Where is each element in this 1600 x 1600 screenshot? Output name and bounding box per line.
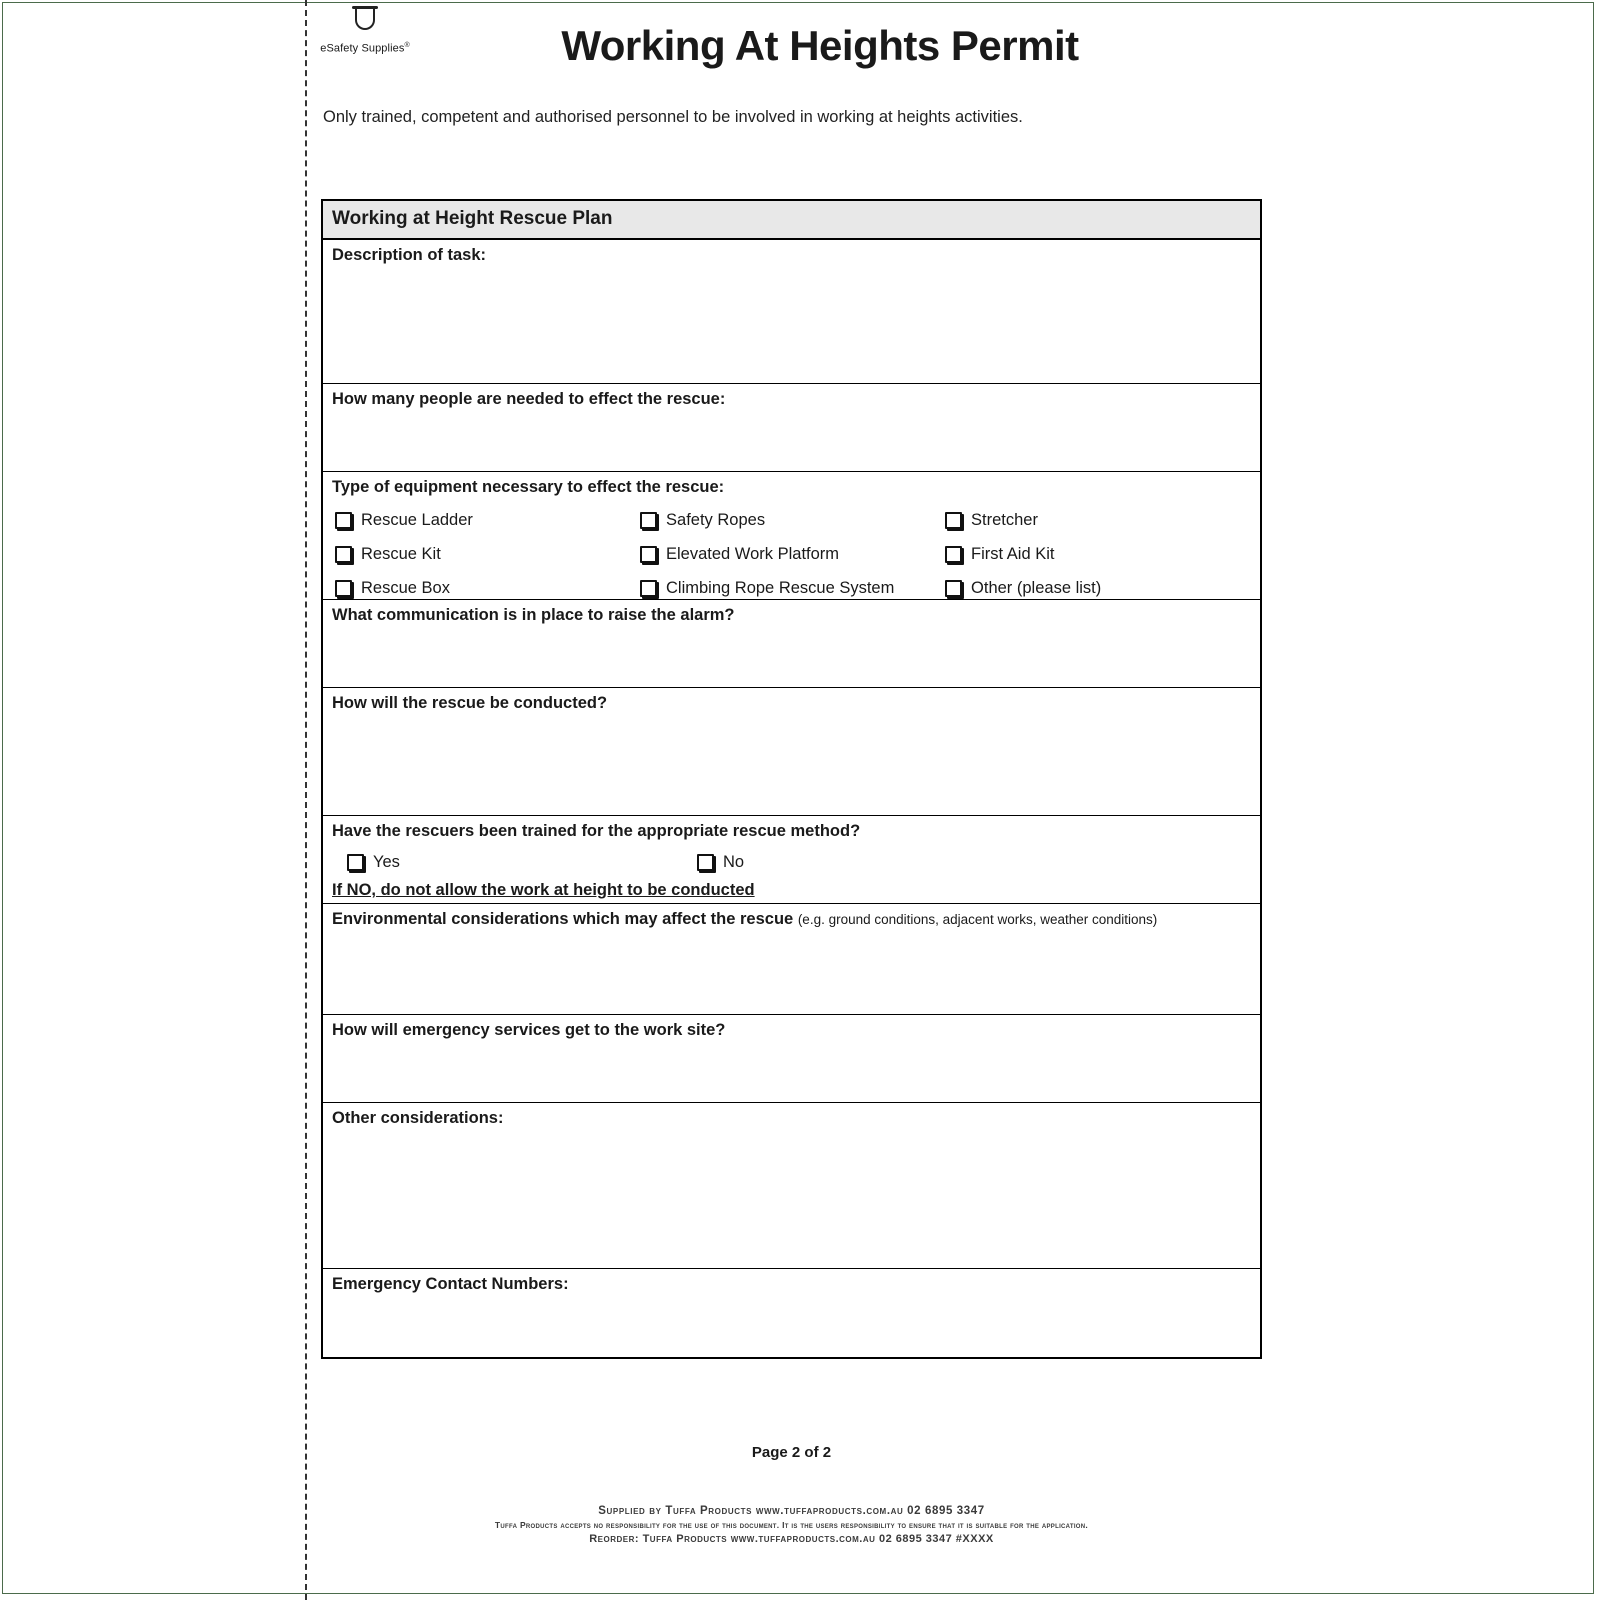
field-communication[interactable] bbox=[323, 600, 1260, 688]
rescue-plan-form bbox=[321, 199, 1262, 1359]
checkbox-icon[interactable] bbox=[335, 580, 352, 597]
checkbox-icon[interactable] bbox=[697, 854, 714, 871]
field-label bbox=[323, 904, 1260, 929]
checkbox-rescue-kit[interactable] bbox=[335, 537, 640, 571]
equipment-checkbox-grid bbox=[323, 497, 1260, 605]
checkbox-icon[interactable] bbox=[640, 546, 657, 563]
checkbox-label: Rescue Box bbox=[361, 578, 450, 597]
checkbox-label: Climbing Rope Rescue System bbox=[666, 578, 895, 597]
checkbox-icon[interactable] bbox=[640, 512, 657, 529]
field-label-sub: (e.g. ground conditions, adjacent works, weather conditions) bbox=[797, 912, 1158, 927]
checkbox-stretcher[interactable] bbox=[945, 503, 1250, 537]
field-equipment bbox=[323, 472, 1260, 600]
field-emergency-services-access[interactable] bbox=[323, 1015, 1260, 1103]
checkbox-safety-ropes[interactable] bbox=[640, 503, 945, 537]
field-people-needed[interactable] bbox=[323, 384, 1260, 472]
checkbox-label: First Aid Kit bbox=[971, 544, 1055, 563]
field-label-text: Environmental considerations which may affect the rescue bbox=[332, 910, 794, 928]
field-label: Other considerations: bbox=[332, 1109, 504, 1127]
checkbox-icon[interactable] bbox=[335, 546, 352, 563]
field-label: Have the rescuers been trained for the appropriate rescue method? bbox=[332, 822, 861, 840]
field-label: What communication is in place to raise the alarm? bbox=[332, 606, 735, 624]
checkbox-icon[interactable] bbox=[945, 512, 962, 529]
trained-yes-no-group bbox=[323, 841, 1260, 879]
field-label: Emergency Contact Numbers: bbox=[332, 1275, 569, 1293]
checkbox-trained-no[interactable] bbox=[697, 845, 1047, 879]
checkbox-label: Other (please list) bbox=[971, 578, 1102, 597]
checkbox-icon[interactable] bbox=[335, 512, 352, 529]
field-label: How many people are needed to effect the rescue: bbox=[332, 390, 726, 408]
field-label: How will emergency services get to the work site? bbox=[332, 1021, 726, 1039]
footer-supplier-line: Supplied by Tuffa Products www.tuffaproducts.com.au 02 6895 3347 bbox=[598, 1505, 985, 1517]
field-environmental-considerations[interactable] bbox=[323, 904, 1260, 1015]
intro-text: Only trained, competent and authorised personnel to be involved in working at heights activities. bbox=[323, 108, 1023, 126]
field-label: Description of task: bbox=[332, 246, 487, 264]
page-title: Working At Heights Permit bbox=[561, 22, 1079, 69]
field-label: Type of equipment necessary to effect the rescue: bbox=[332, 478, 725, 496]
checkbox-trained-yes[interactable] bbox=[347, 845, 697, 879]
checkbox-label: Safety Ropes bbox=[666, 510, 766, 529]
footer-reorder-line: Reorder: Tuffa Products www.tuffaproducts.com.au 02 6895 3347 #XXXX bbox=[589, 1533, 994, 1545]
field-label: How will the rescue be conducted? bbox=[332, 694, 608, 712]
field-rescuers-trained bbox=[323, 816, 1260, 904]
document-footer bbox=[321, 1505, 1262, 1545]
checkbox-first-aid-kit[interactable] bbox=[945, 537, 1250, 571]
binding-fold-line bbox=[305, 0, 307, 1600]
checkbox-label: Elevated Work Platform bbox=[666, 544, 840, 563]
checkbox-label: Rescue Kit bbox=[361, 544, 441, 563]
checkbox-icon[interactable] bbox=[347, 854, 364, 871]
checkbox-label: No bbox=[723, 852, 745, 871]
checkbox-label: Yes bbox=[373, 852, 400, 871]
brand-trademark: ® bbox=[404, 42, 410, 49]
trained-warning-note: If NO, do not allow the work at height to be conducted bbox=[332, 881, 755, 899]
field-other-considerations[interactable] bbox=[323, 1103, 1260, 1269]
field-emergency-contact-numbers[interactable] bbox=[323, 1269, 1260, 1357]
checkbox-icon[interactable] bbox=[945, 580, 962, 597]
section-header: Working at Height Rescue Plan bbox=[323, 201, 1260, 240]
brand-name-text: eSafety Supplies bbox=[320, 42, 405, 55]
field-description-of-task[interactable] bbox=[323, 240, 1260, 384]
checkbox-label: Rescue Ladder bbox=[361, 510, 473, 529]
checkbox-icon[interactable] bbox=[640, 580, 657, 597]
checkbox-elevated-work-platform[interactable] bbox=[640, 537, 945, 571]
checkbox-icon[interactable] bbox=[945, 546, 962, 563]
page-number: Page 2 of 2 bbox=[751, 1444, 832, 1461]
footer-disclaimer-line: Tuffa Products accepts no responsibility for the use of this document. It is the users responsibility to ensure that it is suitable for the application. bbox=[494, 1520, 1089, 1530]
checkbox-rescue-ladder[interactable] bbox=[335, 503, 640, 537]
field-how-rescue-conducted[interactable] bbox=[323, 688, 1260, 816]
checkbox-label: Stretcher bbox=[971, 510, 1038, 529]
